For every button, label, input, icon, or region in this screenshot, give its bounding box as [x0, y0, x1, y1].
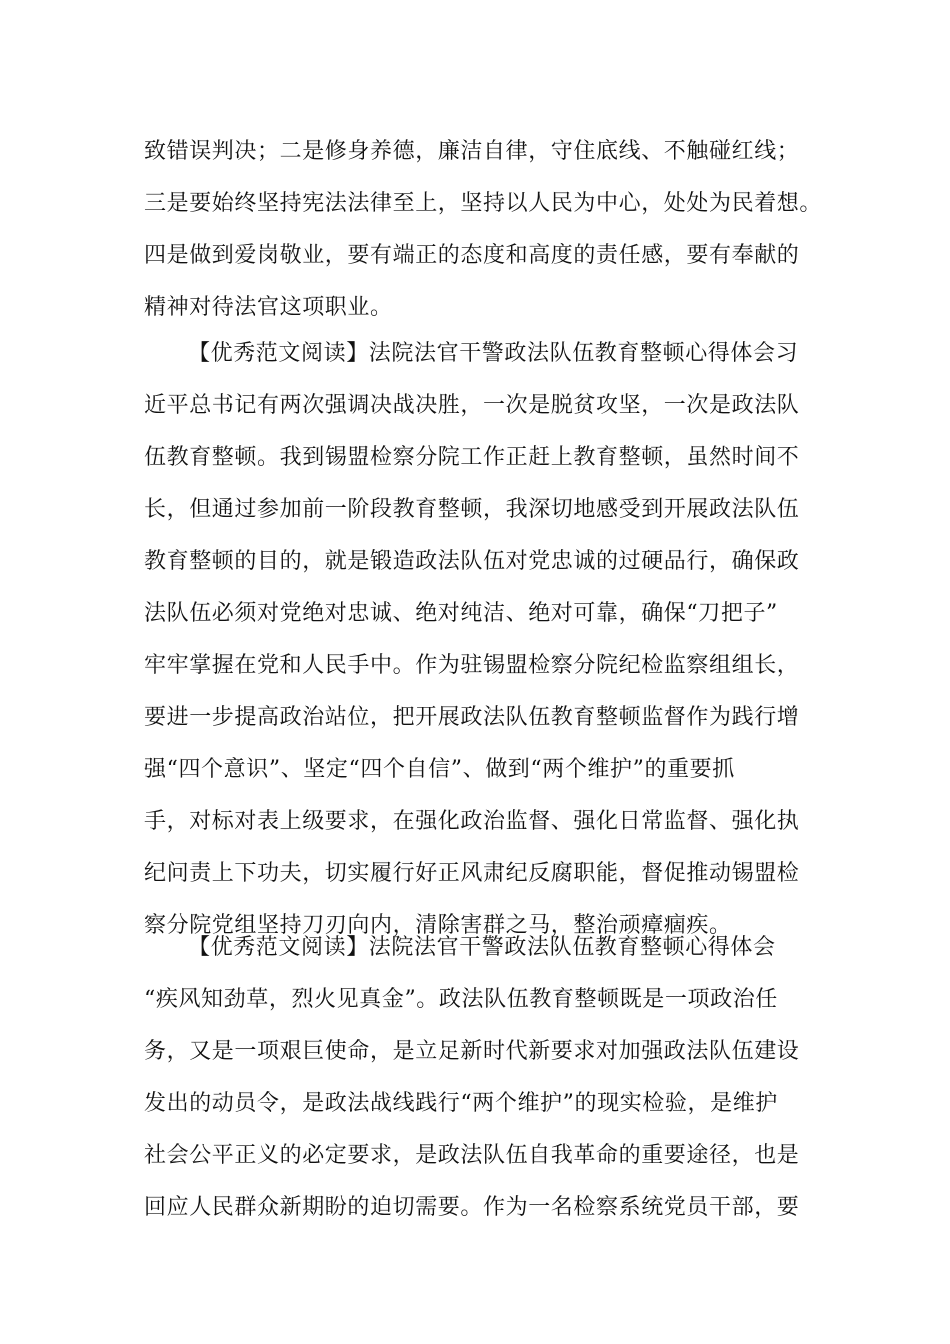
text-line: 伍教育整顿。我到锡盟检察分院工作正赶上教育整顿，虽然时间不 [144, 445, 800, 470]
text-line: 教育整顿的目的，就是锻造政法队伍对党忠诚的过硬品行，确保政 [144, 549, 800, 574]
text-line: 法队伍必须对党绝对忠诚、绝对纯洁、绝对可靠，确保“刀把子” [144, 601, 778, 626]
text-line: 要进一步提高政治站位，把开展政法队伍教育整顿监督作为践行增 [144, 705, 800, 730]
text-line: 【优秀范文阅读】法院法官干警政法队伍教育整顿心得体会 [188, 935, 776, 960]
text-line: 纪问责上下功夫，切实履行好正风肃纪反腐职能，督促推动锡盟检 [144, 861, 800, 886]
text-line: 近平总书记有两次强调决战决胜，一次是脱贫攻坚，一次是政法队 [144, 393, 800, 418]
text-line: 精神对待法官这项职业。 [144, 295, 393, 320]
paragraph-continuation [144, 126, 824, 334]
text-line: 发出的动员令，是政法战线践行“两个维护”的现实检验，是维护 [144, 1091, 778, 1116]
text-line: 务，又是一项艰巨使命，是立足新时代新要求对加强政法队伍建设 [144, 1039, 800, 1064]
text-line: 牢牢掌握在党和人民手中。作为驻锡盟检察分院纪检监察组组长， [144, 653, 800, 678]
paragraph-essay-2 [144, 328, 824, 952]
text-line: 三是要始终坚持宪法法律至上，坚持以人民为中心，处处为民着想。 [144, 191, 823, 216]
text-line: 回应人民群众新期盼的迫切需要。作为一名检察系统党员干部，要 [144, 1195, 800, 1220]
text-line: “疾风知劲草，烈火见真金”。政法队伍教育整顿既是一项政治任 [144, 987, 778, 1012]
text-line: 手，对标对表上级要求，在强化政治监督、强化日常监督、强化执 [144, 809, 800, 834]
text-line: 【优秀范文阅读】法院法官干警政法队伍教育整顿心得体会习 [188, 341, 799, 366]
text-line: 察分院党组坚持刀刃向内，清除害群之马，整治顽瘴痼疾。 [144, 913, 732, 938]
text-line: 社会公平正义的必定要求，是政法队伍自我革命的重要途径，也是 [144, 1143, 800, 1168]
text-line: 强“四个意识”、坚定“四个自信”、做到“两个维护”的重要抓 [144, 757, 735, 782]
paragraph-essay-3 [144, 922, 824, 1234]
text-line: 长，但通过参加前一阶段教育整顿，我深切地感受到开展政法队伍 [144, 497, 800, 522]
text-line: 致错误判决；二是修身养德，廉洁自律，守住底线、不触碰红线； [144, 139, 800, 164]
text-line: 四是做到爱岗敬业，要有端正的态度和高度的责任感，要有奉献的 [144, 243, 800, 268]
